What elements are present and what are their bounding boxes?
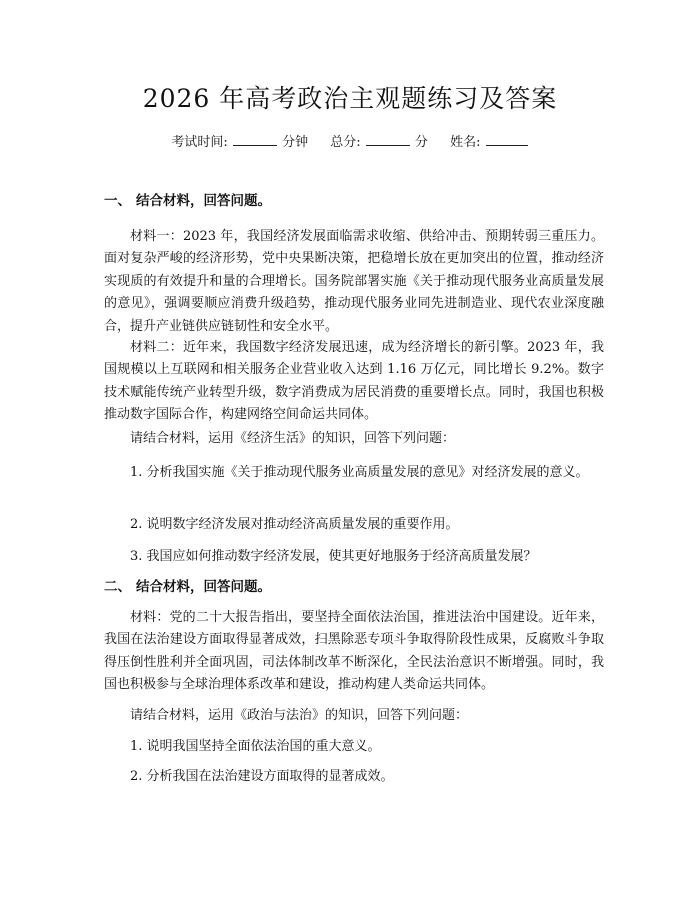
name-blank (486, 131, 528, 146)
section-2-heading (104, 576, 604, 598)
material-1-text: 材料一：2023 年，我国经济发展面临需求收缩、供给冲击、预期转弱三重压力。面对复杂严峻的经济形势，党中央果断决策，把稳增长放在更加突出的位置，推动经济实现质的有效提升和量的合理增长。国务院部署实施《关于推动现代服务业高质量发展的意见》，强调要顺应消费升级趋势，推动现代服务业同先进制造业、现代农业深度融合，提升产业链供应链韧性和安全水平。 (104, 229, 604, 334)
section-1-question-3 (104, 546, 604, 568)
total-score-field (330, 131, 428, 153)
total-score-blank (366, 131, 410, 146)
section-2-number: 二、 (104, 579, 131, 595)
section-1-heading-text: 结合材料，回答问题。 (136, 193, 271, 209)
section-2-heading-text: 结合材料，回答问题。 (136, 579, 271, 595)
section-2-prompt-text: 请结合材料，运用《政治与法治》的知识，回答下列问题： (130, 708, 469, 723)
exam-time-label: 考试时间: (171, 135, 228, 150)
section-1-number: 一、 (104, 193, 131, 209)
material-2-text: 材料二：近年来，我国数字经济发展迅速，成为经济增长的新引擎。2023 年，我国规模以上互联网和相关服务企业营业收入达到 1.16 万亿元，同比增长 9.2%。数字技术赋能传统产业转型升级，数字消费成为居民消费的重要增长点。同时，我国也积极推动数字国际合作，构建网络空间命运共同体。 (104, 340, 604, 423)
total-score-label: 总分: (330, 135, 361, 150)
section-2-material (104, 607, 604, 697)
section-2-question-2 (104, 766, 604, 788)
name-label: 姓名: (450, 135, 481, 150)
section-1-material-2 (104, 337, 604, 427)
question-text: 1. 分析我国实施《关于推动现代服务业高质量发展的意见》对经济发展的意义。 (130, 465, 589, 480)
exam-time-field (171, 131, 308, 153)
section-2-material-text: 材料：党的二十大报告指出，要坚持全面依法治国，推进法治中国建设。近年来，我国在法治建设方面取得显著成效，扫黑除恶专项斗争取得阶段性成果，反腐败斗争取得压倒性胜利并全面巩固，司法体制改革不断深化，全民法治意识不断增强。同时，我国也积极参与全球治理体系改革和建设，推动构建人类命运共同体。 (104, 610, 604, 693)
exam-meta (0, 131, 700, 153)
total-score-unit: 分 (414, 135, 428, 150)
section-1-question-1 (104, 462, 604, 484)
section-1-prompt (104, 428, 604, 450)
exam-time-unit: 分钟 (282, 135, 309, 150)
section-1-heading (104, 190, 604, 212)
question-text: 3. 我国应如何推动数字经济发展，使其更好地服务于经济高质量发展？ (130, 549, 537, 564)
exam-time-blank (233, 131, 277, 146)
page-title: 2026 年高考政治主观题练习及答案 (142, 84, 558, 113)
section-2-question-1 (104, 736, 604, 758)
question-text: 2. 说明数字经济发展对推动经济高质量发展的重要作用。 (130, 517, 459, 532)
question-text: 2. 分析我国在法治建设方面取得的显著成效。 (130, 769, 394, 784)
section-1-material-1 (104, 226, 604, 338)
section-1-prompt-text: 请结合材料，运用《经济生活》的知识，回答下列问题： (130, 431, 456, 446)
question-text: 1. 说明我国坚持全面依法治国的重大意义。 (130, 739, 381, 754)
section-2-prompt (104, 705, 604, 727)
name-field (450, 131, 529, 153)
section-1-question-2 (104, 514, 604, 536)
